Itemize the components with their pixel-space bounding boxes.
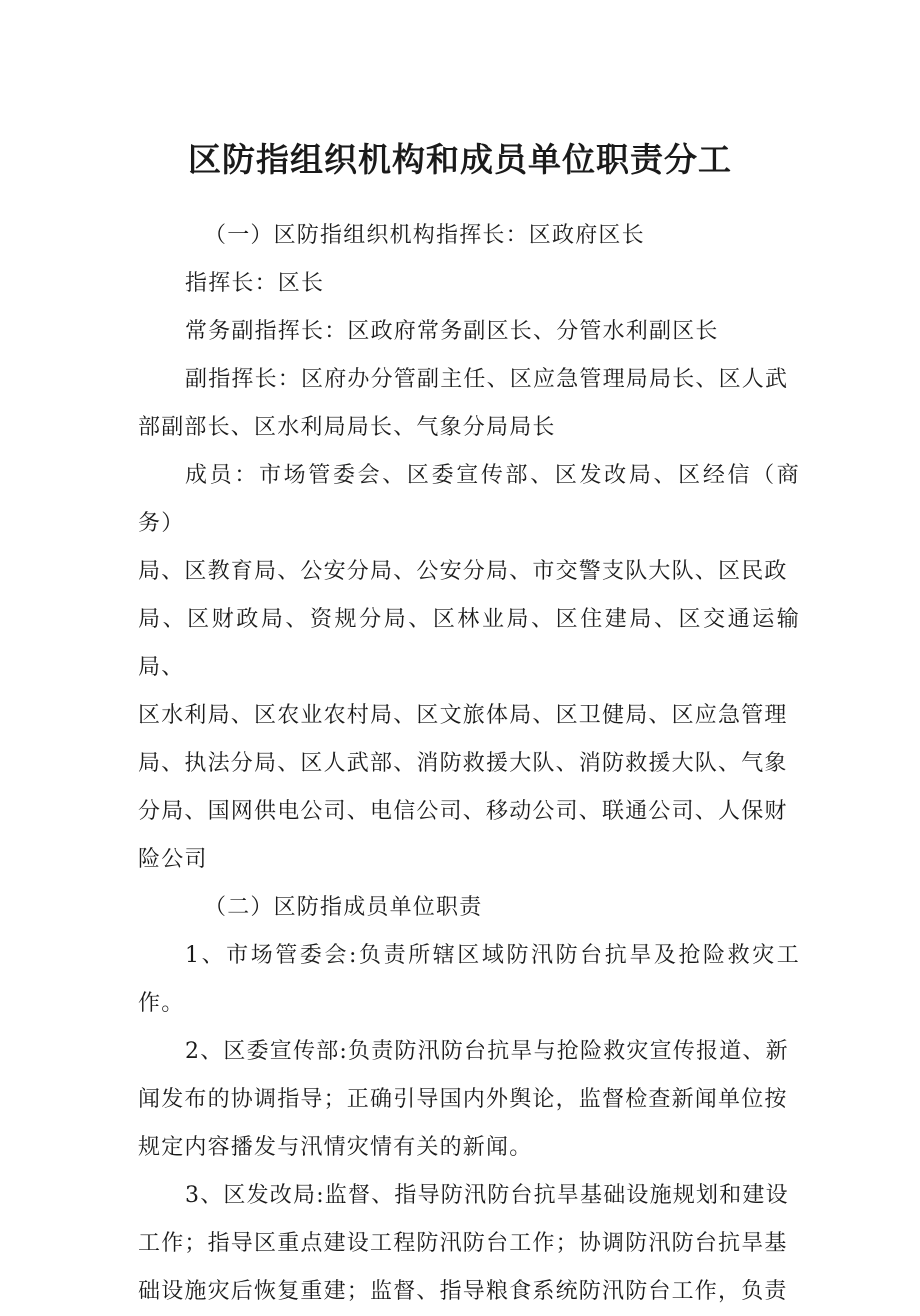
members-line-1: 成员：市场管委会、区委宣传部、区发改局、区经信（商务） <box>138 463 800 536</box>
members-line-6: 分局、国网供电公司、电信公司、移动公司、联通公司、人保财 <box>138 799 788 824</box>
deputy-line-1: 副指挥长：区府办分管副主任、区应急管理局局长、区人武 <box>185 367 789 392</box>
item3-line-2: 工作；指导区重点建设工程防汛防台工作；协调防汛防台抗旱基 <box>138 1231 788 1256</box>
deputy-line-2: 部副部长、区水利局局长、气象分局局长 <box>138 415 556 440</box>
item2-line-2: 闻发布的协调指导；正确引导国内外舆论，监督检查新闻单位按 <box>138 1087 788 1112</box>
section2-heading: （二）区防指成员单位职责 <box>204 895 483 920</box>
item2-line-3: 规定内容播发与汛情灾情有关的新闻。 <box>138 1135 533 1160</box>
item2-line-1: 2、区委宣传部:负责防汛防台抗旱与抢险救灾宣传报道、新 <box>185 1039 789 1064</box>
document-title: 区防指组织机构和成员单位职责分工 <box>188 140 732 179</box>
members-line-7: 险公司 <box>138 847 208 872</box>
members-line-2: 局、区教育局、公安分局、公安分局、市交警支队大队、区民政 <box>138 559 788 584</box>
members-line-3: 局、区财政局、资规分局、区林业局、区住建局、区交通运输局、 <box>138 607 800 680</box>
executive-deputy-line: 常务副指挥长：区政府常务副区长、分管水利副区长 <box>185 319 719 344</box>
item3-line-1: 3、区发改局:监督、指导防汛防台抗旱基础设施规划和建设 <box>185 1183 789 1208</box>
section1-heading: （一）区防指组织机构指挥长：区政府区长 <box>204 223 645 248</box>
members-line-4: 区水利局、区农业农村局、区文旅体局、区卫健局、区应急管理 <box>138 703 788 728</box>
item1-line: 1、市场管委会:负责所辖区域防汛防台抗旱及抢险救灾工作。 <box>138 943 800 1016</box>
document-body <box>138 212 800 1316</box>
commander-line: 指挥长：区长 <box>185 271 325 296</box>
item3-line-3: 础设施灾后恢复重建；监督、指导粮食系统防汛防台工作，负责 <box>138 1279 788 1304</box>
members-line-5: 局、执法分局、区人武部、消防救援大队、消防救援大队、气象 <box>138 751 788 776</box>
